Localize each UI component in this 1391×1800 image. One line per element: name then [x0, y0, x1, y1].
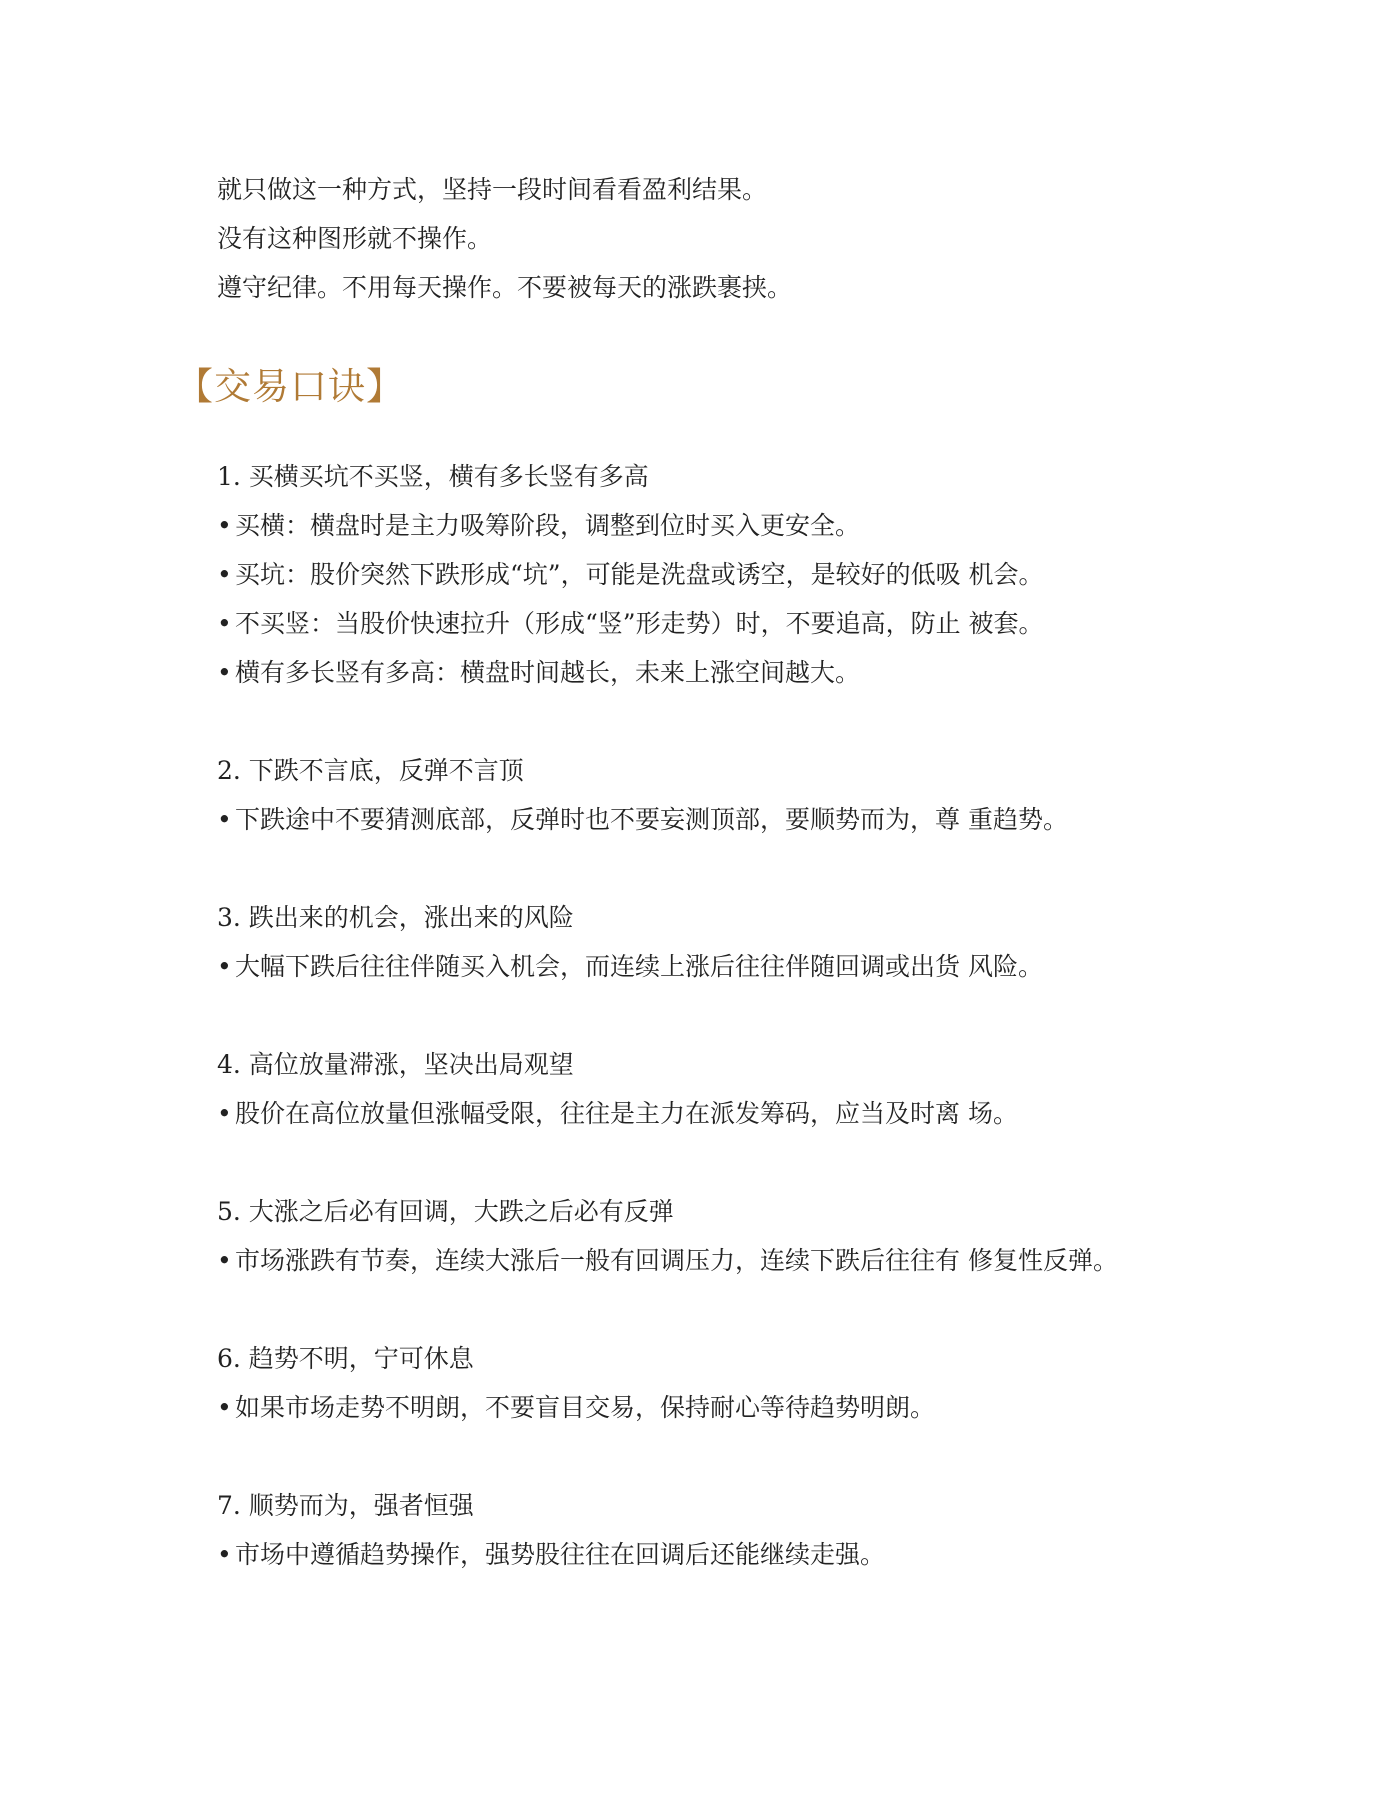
rule-heading: 4. 高位放量滞涨，坚决出局观望 — [217, 1050, 574, 1079]
intro-line: 没有这种图形就不操作。 — [217, 224, 493, 253]
bullet-dot-icon: • — [217, 1540, 232, 1569]
rule-bullet-text: 股价在高位放量但涨幅受限，往往是主力在派发筹码，应当及时离 场。 — [235, 1099, 1018, 1128]
bullet-dot-icon: • — [217, 1099, 232, 1128]
bullet-dot-icon: • — [217, 805, 232, 834]
rule-item — [217, 452, 1297, 697]
bullet-dot-icon: • — [217, 952, 232, 981]
rule-bullet — [217, 1236, 1297, 1285]
rule-item — [217, 746, 1297, 844]
rule-heading: 2. 下跌不言底，反弹不言顶 — [217, 756, 524, 785]
rule-heading: 1. 买横买坑不买竖，横有多长竖有多高 — [217, 462, 649, 491]
rule-bullet-text: 市场涨跌有节奏，连续大涨后一般有回调压力，连续下跌后往往有 修复性反弹。 — [235, 1246, 1118, 1275]
rule-bullet — [217, 599, 1297, 648]
rule-heading: 7. 顺势而为，强者恒强 — [217, 1491, 474, 1520]
intro-line: 遵守纪律。不用每天操作。不要被每天的涨跌裹挟。 — [217, 273, 793, 302]
bullet-dot-icon: • — [217, 1393, 232, 1422]
rule-bullet — [217, 795, 1297, 844]
rule-bullet-text: 买横：横盘时是主力吸筹阶段，调整到位时买入更安全。 — [235, 511, 861, 540]
rule-bullet — [217, 648, 1297, 697]
bullet-dot-icon: • — [217, 609, 232, 638]
section-title: 【交易口诀】 — [176, 365, 404, 408]
rule-heading: 6. 趋势不明，宁可休息 — [217, 1344, 474, 1373]
rule-item — [217, 1187, 1297, 1285]
rule-heading: 5. 大涨之后必有回调，大跌之后必有反弹 — [217, 1197, 674, 1226]
rule-bullet-text: 市场中遵循趋势操作，强势股往往在回调后还能继续走强。 — [235, 1540, 886, 1569]
rule-bullet-text: 大幅下跌后往往伴随买入机会，而连续上涨后往往伴随回调或出货 风险。 — [235, 952, 1043, 981]
intro-line: 就只做这一种方式，坚持一段时间看看盈利结果。 — [217, 175, 768, 204]
rule-item — [217, 1334, 1297, 1432]
rule-bullet — [217, 1089, 1297, 1138]
rule-bullet — [217, 1530, 1297, 1579]
bullet-dot-icon: • — [217, 560, 232, 589]
rule-bullet-text: 买坑：股价突然下跌形成“坑”，可能是洗盘或诱空，是较好的低吸 机会。 — [235, 560, 1044, 589]
intro-paragraph — [217, 165, 1277, 312]
rule-bullet-text: 下跌途中不要猜测底部，反弹时也不要妄测顶部，要顺势而为，尊 重趋势。 — [235, 805, 1068, 834]
rule-item — [217, 893, 1297, 991]
rule-bullet-text: 横有多长竖有多高：横盘时间越长，未来上涨空间越大。 — [235, 658, 861, 687]
bullet-dot-icon: • — [217, 1246, 232, 1275]
rule-item — [217, 1040, 1297, 1138]
rule-item — [217, 1481, 1297, 1579]
rule-bullet-text: 不买竖：当股价快速拉升（形成“竖”形走势）时，不要追高，防止 被套。 — [235, 609, 1044, 638]
rule-bullet — [217, 1383, 1297, 1432]
rule-bullet — [217, 942, 1297, 991]
rule-bullet — [217, 501, 1297, 550]
rule-bullet-text: 如果市场走势不明朗，不要盲目交易，保持耐心等待趋势明朗。 — [235, 1393, 936, 1422]
bullet-dot-icon: • — [217, 658, 232, 687]
rule-heading: 3. 跌出来的机会，涨出来的风险 — [217, 903, 574, 932]
rules-list — [217, 452, 1297, 1628]
bullet-dot-icon: • — [217, 511, 232, 540]
rule-bullet — [217, 550, 1297, 599]
